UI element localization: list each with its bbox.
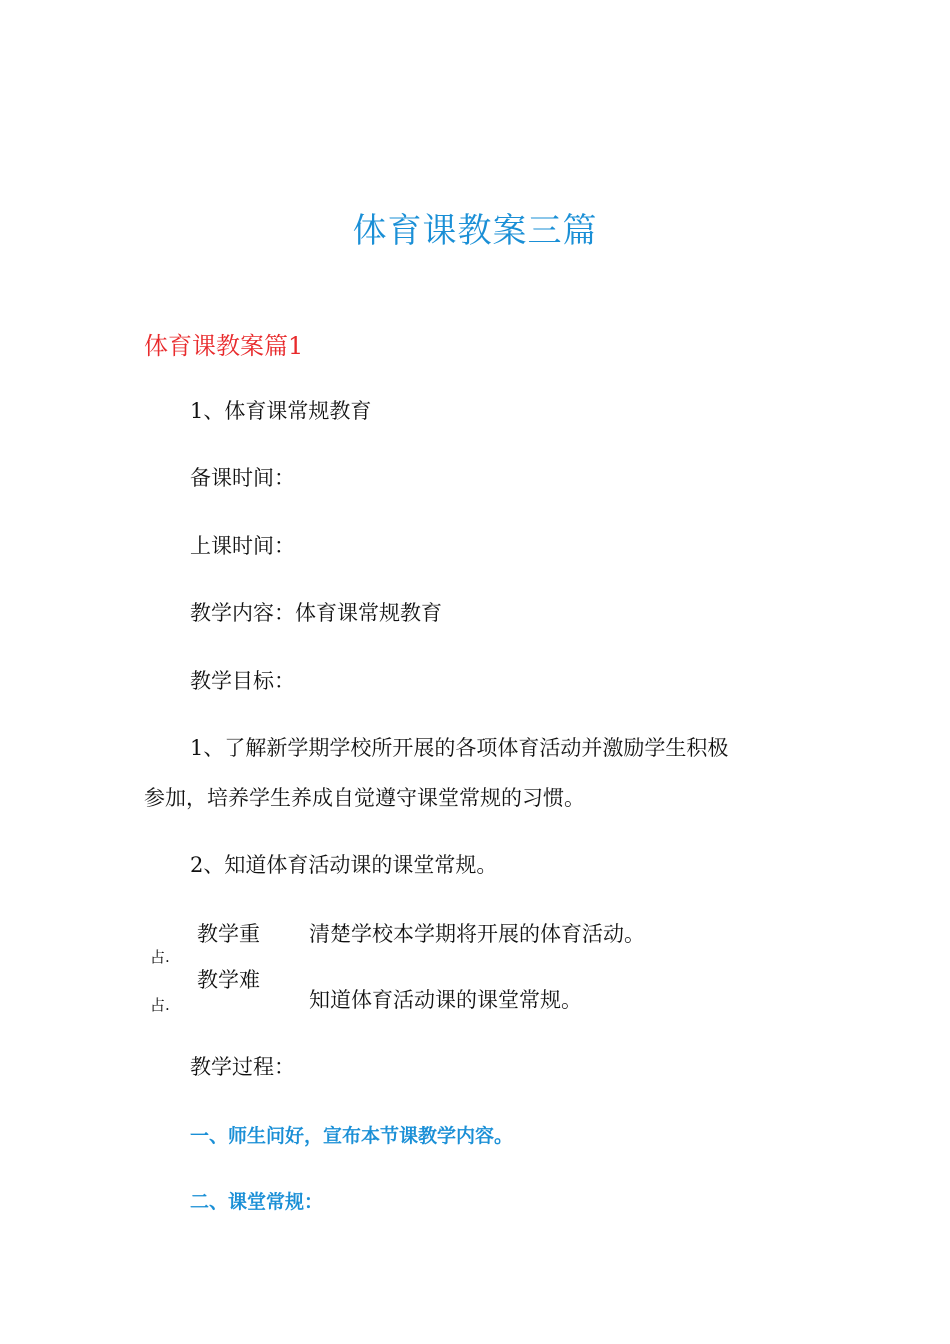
document-title: 体育课教案三篇 [352, 211, 598, 251]
key-point-label-tail: 占. [150, 948, 170, 966]
class-time-line: 上课时间： [190, 534, 295, 558]
key-point-text: 清楚学校本学期将开展的体育活动。 [309, 922, 645, 946]
goal-2-line: 2、知道体育活动课的课堂常规。 [190, 853, 498, 877]
difficult-point-label-tail: 占. [150, 996, 170, 1014]
teaching-content-line: 教学内容：体育课常规教育 [190, 601, 442, 625]
teaching-process-label: 教学过程： [190, 1055, 295, 1079]
key-point-label: 教学重 [197, 922, 260, 946]
difficult-point-label: 教学难 [197, 968, 260, 992]
goal-1-line-part1: 1、了解新学期学校所开展的各项体育活动并激励学生积极 [190, 736, 729, 760]
goal-1-line-part2: 参加，培养学生养成自觉遵守课堂常规的习惯。 [144, 786, 585, 810]
step-1-heading: 一、师生问好，宣布本节课教学内容。 [190, 1125, 514, 1147]
step-2-heading: 二、课堂常规： [190, 1191, 324, 1213]
item-1-line: 1、体育课常规教育 [190, 399, 372, 423]
teaching-goals-label: 教学目标： [190, 669, 295, 693]
section-heading: 体育课教案篇1 [144, 332, 304, 360]
difficult-point-text: 知道体育活动课的课堂常规。 [309, 988, 582, 1012]
prep-time-line: 备课时间： [190, 466, 295, 490]
